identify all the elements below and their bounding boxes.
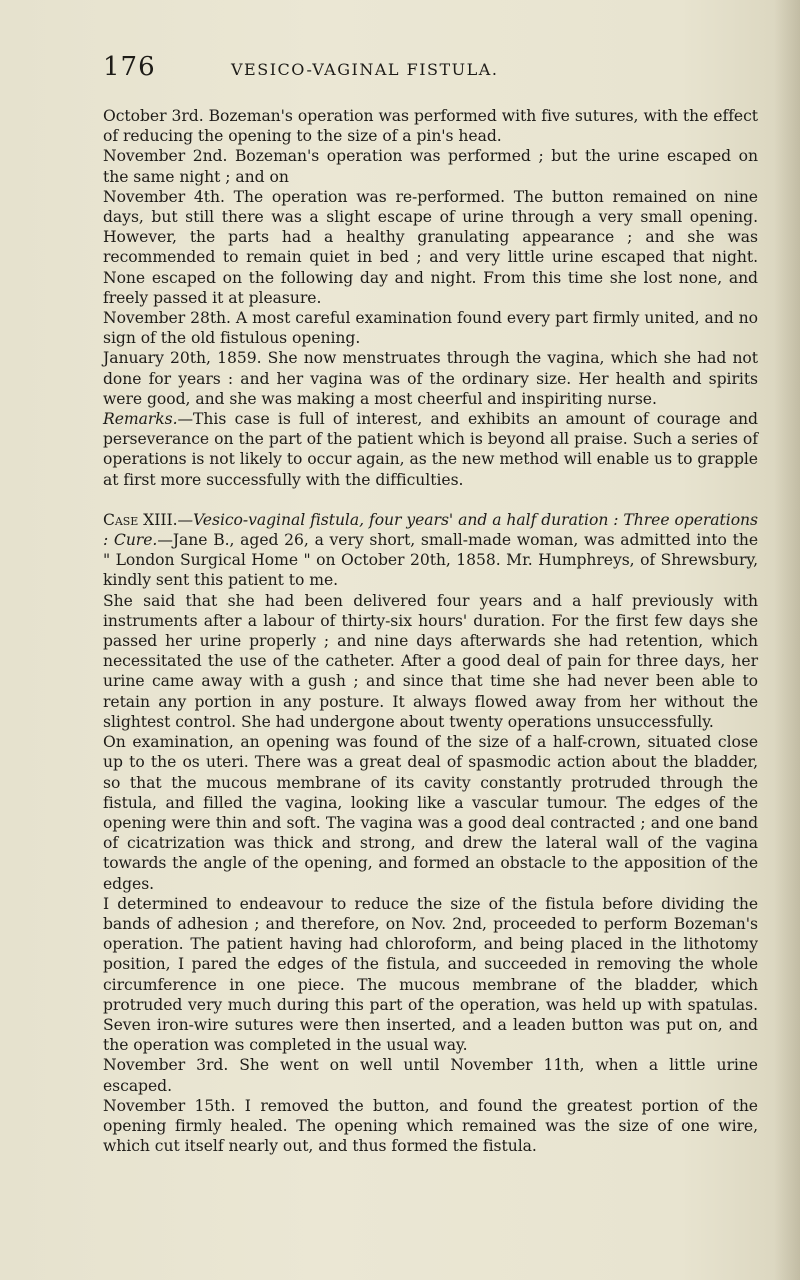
paragraph-november-4th: November 4th. The operation was re-performed. The button remained on nine days, but still there was a slight escape of urine through a very small opening. However, the parts had a healthy granulating appearance ; and she was recommended to remain quiet in bed ; and very little urine escaped that night. None escaped on the following day and night. From this time she lost none, and freely passed it at pleasure. xyxy=(103,187,758,307)
case-xiii xyxy=(103,510,758,1157)
previous-case-continuation xyxy=(103,106,758,490)
section-gap xyxy=(103,490,758,510)
page-edge-shadow xyxy=(774,0,800,1280)
case-title: —Vesico-vaginal fistula, four years' and a half duration : Three operations : Cure. xyxy=(103,510,758,550)
case-xiii-heading-paragraph xyxy=(103,510,758,591)
paragraph-history: She said that she had been delivered four years and a half previously with instruments after a labour of thirty-six hours' duration. For the first few days she passed her urine properly ; and nine days afterwards she had retention, which necessitated the use of the catheter. After a good deal of pain for three days, her urine came away with a gush ; and since that time she had never been able to retain any portion in any posture. It always flowed away from her without the slightest control. She had undergone about twenty operations unsuccessfully. xyxy=(103,591,758,731)
case-intro: —Jane B., aged 26, a very short, small-made woman, was admitted into the " London Surgical Home " on October 20th, 1858. Mr. Humphreys, of Shrewsbury, kindly sent this patient to me. xyxy=(103,531,758,590)
paragraph-examination: On examination, an opening was found of the size of a half-crown, situated close up to the os uteri. There was a great deal of spasmodic action about the bladder, so that the mucous membrane of its cavity constantly protruded through the fistula, and filled the vagina, looking like a vascular tumour. The edges of the opening were thin and soft. The vagina was a good deal contracted ; and one band of cicatrization was thick and strong, and drew the lateral wall of the vagina towards the angle of the opening, and formed an obstacle to the apposition of the edges. xyxy=(103,733,758,893)
paragraph-november-15th: November 15th. I removed the button, and found the greatest portion of the opening firmly healed. The opening which remained was the size of one wire, which cut itself nearly out, and thus formed the fistula. xyxy=(103,1096,758,1156)
paragraph-november-3rd: November 3rd. She went on well until November 11th, when a little urine escaped. xyxy=(103,1056,758,1095)
page-number: 176 xyxy=(103,52,156,82)
paragraph-october-3rd: October 3rd. Bozeman's operation was performed with five sutures, with the effect of reducing the opening to the size of a pin's head. xyxy=(103,107,758,146)
paragraph-november-28th: November 28th. A most careful examination found every part firmly united, and no sign of the old fistulous opening. xyxy=(103,309,758,348)
paragraph-operation: I determined to endeavour to reduce the size of the fistula before dividing the bands of adhesion ; and therefore, on Nov. 2nd, proceeded to perform Bozeman's operation. The patient having had chloroform, and being placed in the lithotomy position, I pared the edges of the fistula, and succeeded in removing the whole circumference in one piece. The mucous membrane of the bladder, which protruded very much during this part of the operation, was held up with spatulas. Seven iron-wire sutures were then inserted, and a leaden button was put on, and the operation was completed in the usual way. xyxy=(103,894,758,1055)
remarks-label: Remarks. xyxy=(103,410,178,429)
case-label: Case XIII. xyxy=(103,510,178,529)
paragraph-january-20th: January 20th, 1859. She now menstruates through the vagina, which she had not done for years : and her vagina was of the ordinary size. Her health and spirits were good, and she was making a most cheerful and inspiriting nurse. xyxy=(103,349,758,408)
remarks-paragraph xyxy=(103,409,758,490)
paragraph-november-2nd: November 2nd. Bozeman's operation was performed ; but the urine escaped on the same night ; and on xyxy=(103,147,758,186)
running-head xyxy=(103,52,758,92)
running-title: VESICO-VAGINAL FISTULA. xyxy=(231,60,499,79)
remarks-text: —This case is full of interest, and exhibits an amount of courage and perseverance on the part of the patient which is beyond all praise. Such a series of operations is not likely to occur again, as the new method will enable us to grapple at first more successfully with the difficulties. xyxy=(103,410,758,489)
